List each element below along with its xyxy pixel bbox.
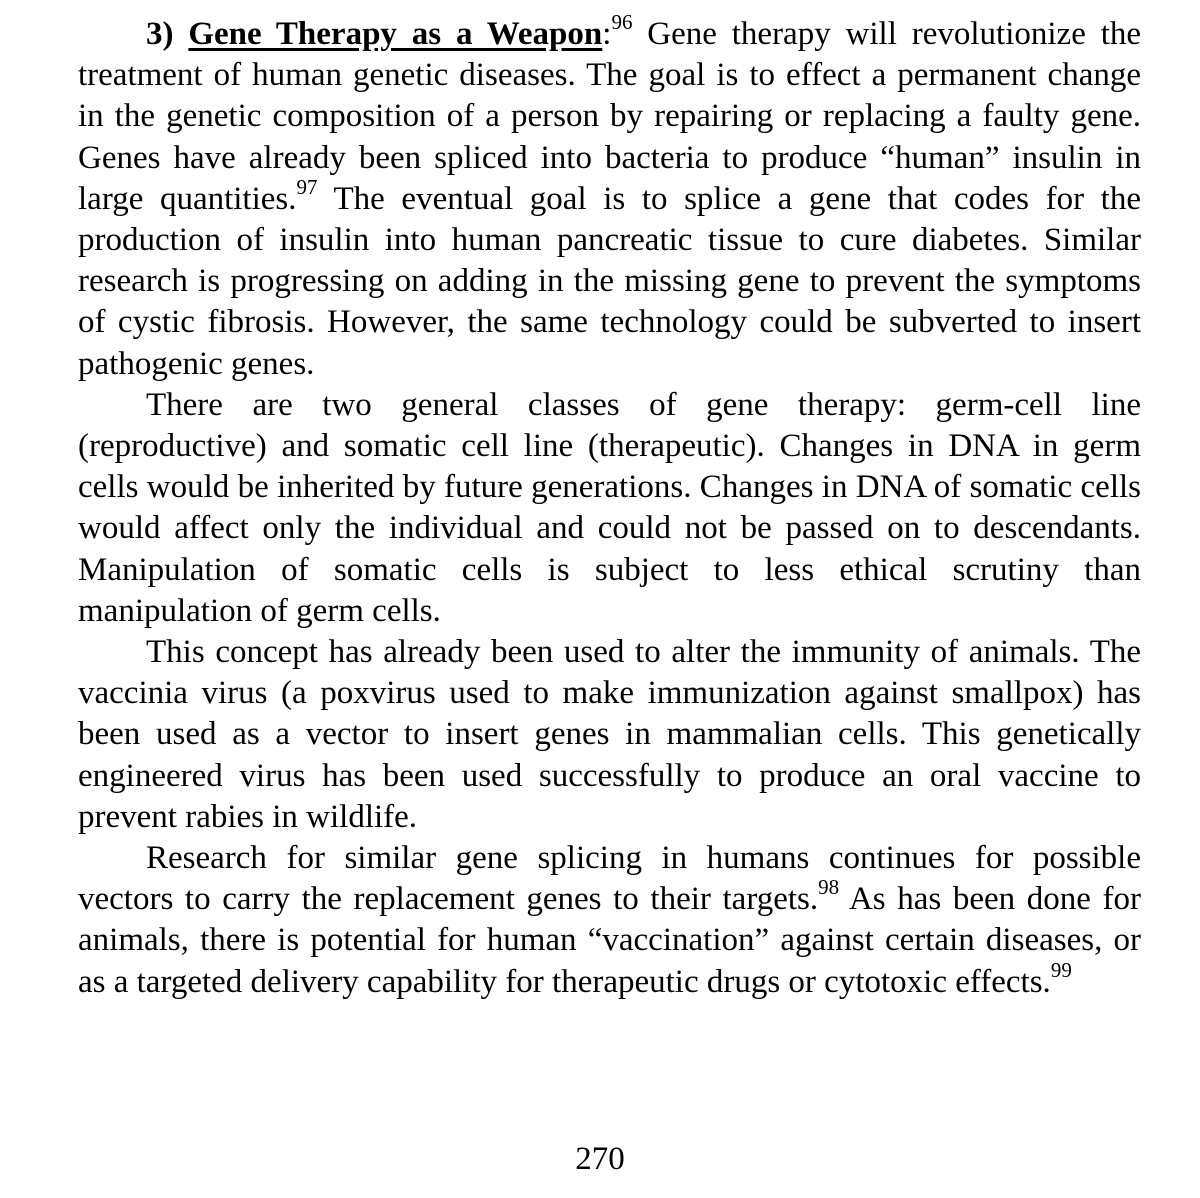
paragraph-text: Gene therapy will revolutionize the treatment of human genetic diseases. The goal is to effect a permanent change in the genetic composition of a person by repairing or replacing a faulty gene. Genes have already been spliced into bacteria to produce “human” insulin in large quantities.	[78, 16, 1142, 217]
paragraph-2	[78, 385, 1141, 632]
footnote-ref-98[interactable]: 98	[818, 875, 840, 900]
paragraph-text: This concept has already been used to alter the immunity of animals. The vaccinia virus (a poxvirus used to make immunization against smallpox) has been used as a vector to insert genes in mammalian cells. This genetically engineered virus has been used successfully to produce an oral vaccine to prevent rabies in wildlife.	[78, 634, 1141, 835]
section-title: Gene Therapy as a Weapon	[188, 16, 603, 52]
section-title-colon: :	[602, 16, 612, 52]
section-number: 3)	[146, 16, 174, 52]
paragraph-text: As has been done for animals, there is potential for human “vaccination” against certain diseases, or as a targeted delivery capability for therapeutic drugs or cytotoxic effects.	[78, 881, 1141, 1000]
paragraph-text: The eventual goal is to splice a gene that codes for the production of insulin into human pancreatic tissue to cure diabetes. Similar research is progressing on adding in the missing gene to prevent the symptoms of cystic fibrosis. However, the same technology could be subverted to insert pathogenic genes.	[78, 180, 1141, 382]
paragraph-text: There are two general classes of gene therapy: germ-cell line (reproductive) and somatic cell line (therapeutic). Changes in DNA in germ cells would be inherited by future generations. Changes in DNA of somatic cells would affect only the individual and could not be passed on to descendants. Manipulation of somatic cells is subject to less ethical scrutiny than manipulation of germ cells.	[78, 386, 1141, 629]
paragraph-3	[78, 632, 1141, 838]
page-body	[78, 10, 1142, 1003]
paragraph-1	[78, 10, 1142, 385]
paragraph-text: Research for similar gene splicing in humans continues for possible vectors to carry the replacement genes to their targets.	[78, 840, 1141, 918]
footnote-ref-97[interactable]: 97	[296, 174, 318, 199]
paragraph-4	[78, 838, 1141, 1003]
page-number: 270	[575, 1141, 625, 1177]
footnote-ref-96[interactable]: 96	[611, 10, 633, 34]
footnote-ref-99[interactable]: 99	[1050, 957, 1072, 982]
